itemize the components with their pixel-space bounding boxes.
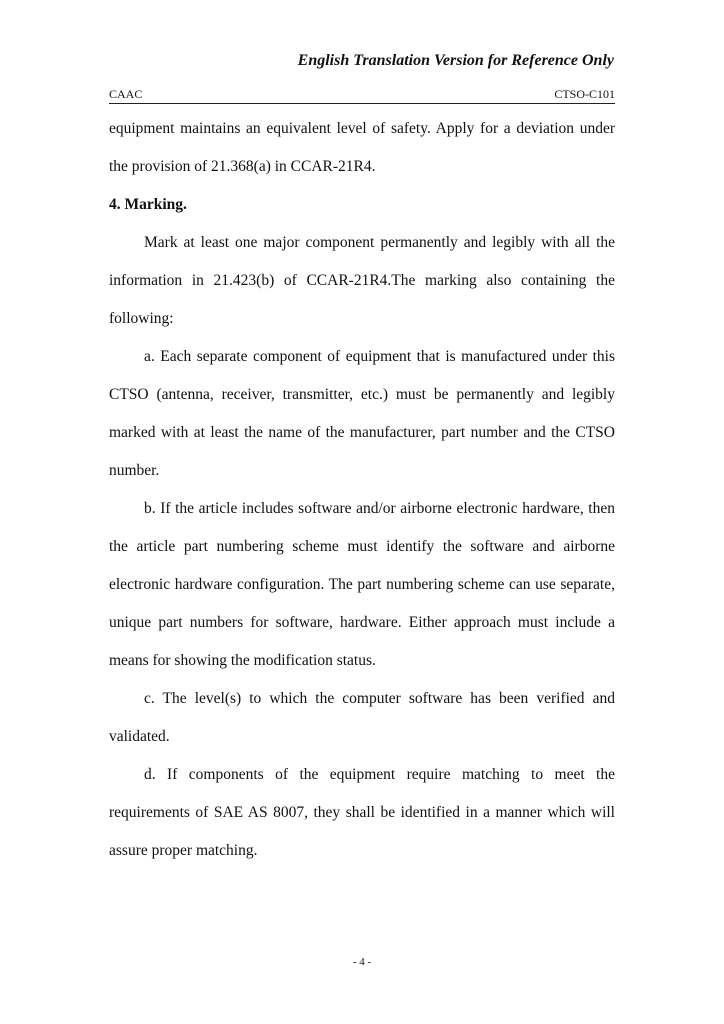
list-item-d: d. If components of the equipment require matching to meet the requirements of SAE AS 8007, they shall be identified in a manner which will assure proper matching. xyxy=(109,766,615,859)
header-organization: CAAC xyxy=(109,87,143,101)
list-item-a: a. Each separate component of equipment that is manufactured under this CTSO (antenna, receiver, transmitter, etc.) must be permanently and legibly marked with at least the name of the manufacturer, part number and the CTSO number. xyxy=(109,348,615,479)
paragraph-marking-intro: Mark at least one major component permanently and legibly with all the information in 21.423(b) of CCAR-21R4.The marking also containing the following: xyxy=(109,234,615,327)
page-number: - 4 - xyxy=(352,956,372,968)
running-header xyxy=(109,87,615,104)
section-heading-marking: 4. Marking. xyxy=(109,196,187,213)
list-item-b: b. If the article includes software and/or airborne electronic hardware, then the article part numbering scheme must identify the software and airborne electronic hardware configuration. The part numbering scheme can use separate, unique part numbers for software, hardware. Either approach must include a means for showing the modification status. xyxy=(109,500,615,669)
paragraph-continuation: equipment maintains an equivalent level of safety. Apply for a deviation under the provision of 21.368(a) in CCAR-21R4. xyxy=(109,120,615,175)
document-body xyxy=(109,110,615,870)
list-item-c: c. The level(s) to which the computer software has been verified and validated. xyxy=(109,690,615,745)
document-banner: English Translation Version for Reference Only xyxy=(297,52,614,69)
header-document-id: CTSO-C101 xyxy=(554,87,615,101)
